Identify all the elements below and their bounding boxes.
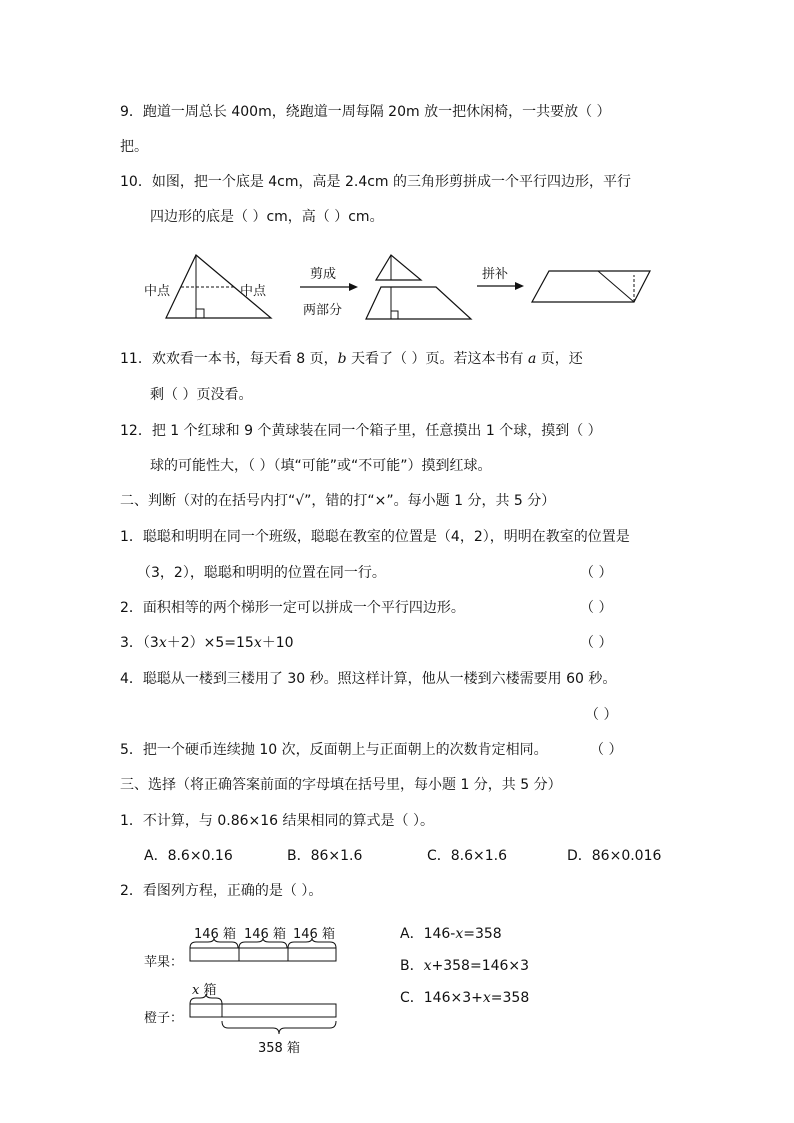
var-x: x	[158, 635, 167, 651]
judge-item-4-line1: 4．聪聪从一楼到三楼用了 30 秒。照这样计算，他从一楼到六楼需要用 60 秒。	[120, 671, 617, 687]
opt-c-text-b: =358	[490, 990, 530, 1006]
choice-1-option-d[interactable]: D．86×0.016	[567, 848, 662, 864]
q11-line1	[120, 350, 583, 368]
q12-line2: 球的可能性大，（ ）（填“可能”或“不可能”）摸到红球。	[150, 458, 492, 474]
arrow-1-head	[349, 283, 358, 291]
opt-a-var: x	[455, 926, 464, 942]
choice-2-stem: 2．看图列方程，正确的是（ ）。	[120, 883, 323, 899]
apple-bar	[190, 948, 336, 961]
judge-item-1-paren[interactable]: （ ）	[580, 565, 613, 581]
apple-label: 苹果：	[144, 955, 184, 970]
judge-3-text-a: 3．（3	[120, 635, 159, 651]
result-parallelogram	[532, 271, 650, 302]
choice-1-option-c[interactable]: C．8.6×1.6	[427, 848, 508, 864]
midpoint-left-label: 中点	[144, 284, 171, 299]
opt-b-text-b: +358=146×3	[431, 958, 530, 974]
q10-line2: 四边形的底是（ ）cm，高（ ）cm。	[150, 209, 384, 225]
orange-bar	[190, 1004, 336, 1017]
top-piece-triangle	[376, 255, 421, 280]
x-box-label: x 箱	[192, 983, 217, 998]
judge-item-3-line1	[120, 634, 294, 652]
q12-line1: 12．把 1 个红球和 9 个黄球装在同一个箱子里，任意摸出 1 个球，摸到（ ）	[120, 423, 602, 439]
two-parts-label: 两部分	[303, 303, 343, 318]
choice-2-option-b[interactable]	[400, 957, 529, 975]
q10-cut-diagram	[140, 245, 700, 335]
judge-item-1-line1: 1．聪聪和明明在同一个班级，聪聪在教室的位置是（4，2），明明在教室的位置是	[120, 529, 630, 545]
choice-1-stem: 1．不计算，与 0.86×16 结果相同的算式是（ ）。	[120, 813, 434, 829]
var-x-2: x	[253, 635, 262, 651]
q9-line1: 9．跑道一周总长 400m，绕跑道一周每隔 20m 放一把休闲椅，一共要放（ ）	[120, 104, 611, 120]
right-angle-mark	[196, 309, 204, 318]
total-brace	[222, 1021, 336, 1034]
judge-item-2-paren[interactable]: （ ）	[580, 600, 613, 616]
section3-title: 三、选择（将正确答案前面的字母填在括号里，每小题 1 分，共 5 分）	[120, 777, 562, 793]
orange-label: 橙子：	[144, 1011, 184, 1026]
total-label: 358 箱	[258, 1041, 300, 1056]
choice-1-option-a[interactable]: A．8.6×0.16	[144, 848, 233, 864]
judge-item-5-line1: 5．把一个硬币连续抛 10 次，反面朝上与正面朝上的次数肯定相同。	[120, 742, 548, 758]
choice-2-option-a[interactable]	[400, 925, 502, 943]
judge-3-text-c: ＋10	[261, 635, 294, 651]
q10-line1: 10．如图，把一个底是 4cm，高是 2.4cm 的三角形剪拼成一个平行四边形，平行	[120, 174, 632, 190]
judge-item-4-paren[interactable]: （ ）	[585, 707, 618, 723]
choice-1-option-b[interactable]: B．86×1.6	[287, 848, 363, 864]
opt-a-text-b: =358	[463, 926, 502, 942]
judge-item-5-paren[interactable]: （ ）	[590, 742, 623, 758]
choice-2-option-c[interactable]	[400, 989, 529, 1007]
box-label-3: 146 箱	[293, 927, 335, 942]
opt-a-text-a: A．146-	[400, 926, 456, 942]
q11-text-c: 页，还	[536, 351, 583, 367]
q11-text-b: 天看了（ ）页。若这本书有	[346, 351, 528, 367]
midpoint-right-label: 中点	[240, 284, 267, 299]
parallelogram-cut-line	[598, 271, 634, 302]
opt-b-var: x	[423, 958, 432, 974]
opt-c-var: x	[482, 990, 491, 1006]
arrow-2-head	[515, 282, 524, 290]
judge-3-text-b: ＋2）×5=15	[166, 635, 254, 651]
judge-item-2-line1: 2．面积相等的两个梯形一定可以拼成一个平行四边形。	[120, 600, 465, 616]
judge-item-3-paren[interactable]: （ ）	[580, 635, 613, 651]
cut-label: 剪成	[310, 267, 337, 282]
judge-item-1-line2: （3，2），聪聪和明明的位置在同一行。	[137, 565, 386, 581]
opt-c-text-a: C．146×3+	[400, 990, 483, 1006]
patch-label: 拼补	[482, 267, 509, 282]
var-a: a	[527, 351, 537, 367]
q9-line2: 把。	[120, 139, 148, 155]
box-label-2: 146 箱	[244, 927, 286, 942]
q11-line2: 剩（ ）页没看。	[150, 387, 253, 403]
bottom-piece-trapezoid	[366, 287, 471, 319]
q11-text-a: 11．欢欢看一本书，每天看 8 页，	[120, 351, 338, 367]
box-label-1: 146 箱	[194, 927, 236, 942]
bottom-right-angle-mark	[391, 311, 398, 319]
section2-title: 二、判断（对的在括号内打“√”，错的打“×”。每小题 1 分，共 5 分）	[120, 493, 556, 509]
var-b: b	[337, 351, 347, 367]
choice-2-bar-diagram	[140, 918, 360, 1058]
opt-b-text-a: B．	[400, 958, 424, 974]
